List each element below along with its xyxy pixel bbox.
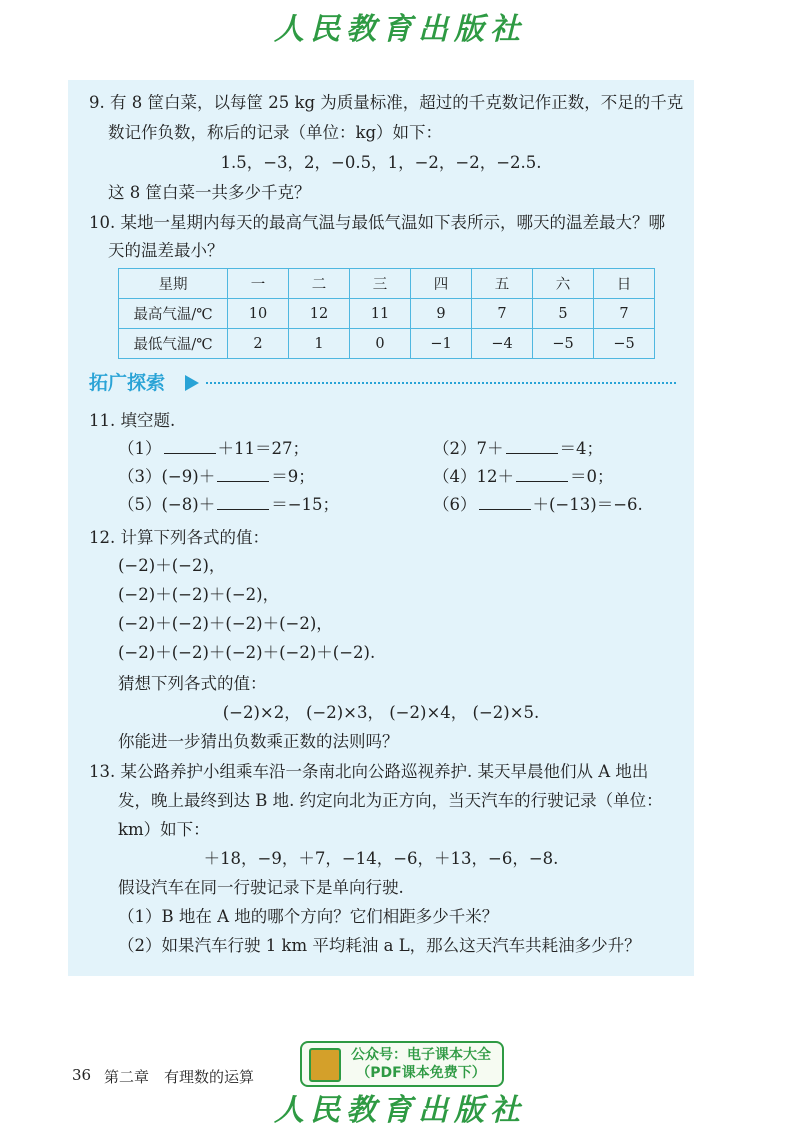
table-cell: 一 (228, 269, 289, 299)
table-row (119, 299, 655, 329)
q13-line1: 13. 某公路养护小组乘车沿一条南北向公路巡视养护. 某天早晨他们从 A 地出 (89, 762, 649, 781)
q11-item-4-post: ＝0； (570, 467, 614, 486)
q9-line2: 数记作负数，称后的记录（单位：kg）如下： (108, 123, 443, 142)
q10-line2: 天的温差最小？ (108, 241, 224, 260)
table-cell: −4 (472, 329, 533, 359)
q11-item-5 (118, 494, 339, 516)
q11-item-1-post: ＋11＝27； (217, 439, 309, 458)
q11-item-6-pre: （6） (433, 495, 477, 514)
q13-sub2: （2）如果汽车行驶 1 km 平均耗油 a L，那么这天汽车共耗油多少升？ (118, 936, 641, 955)
publisher-logo-bottom: 人民教育出版社 (274, 1093, 526, 1128)
q12-line-4: (−2)＋(−2)＋(−2)＋(−2)＋(−2). (118, 643, 376, 662)
q13-line3: km）如下： (118, 820, 210, 839)
q11-title: 11. 填空题. (89, 411, 176, 430)
q11-item-5-pre: （5）(−8)＋ (118, 495, 216, 514)
table-cell: −5 (533, 329, 594, 359)
q13-line2: 发，晚上最终到达 B 地. 约定向北为正方向，当天汽车的行驶记录（单位： (118, 791, 663, 810)
temperature-table (118, 268, 655, 359)
q13-data: ＋18，−9，＋7，−14，−6，＋13，−6，−8. (203, 849, 559, 868)
q10-line1: 10. 某地一星期内每天的最高气温与最低气温如下表所示，哪天的温差最大？哪 (89, 213, 665, 232)
table-cell: 1 (289, 329, 350, 359)
q12-title: 12. 计算下列各式的值： (89, 528, 269, 547)
q12-ask: 你能进一步猜出负数乘正数的法则吗？ (118, 732, 399, 751)
q11-item-2-pre: （2）7＋ (433, 439, 504, 458)
section-arrow-icon (185, 375, 199, 391)
q9-data: 1.5，−3，2，−0.5，1，−2，−2，−2.5. (220, 153, 542, 172)
section-title: 拓广探索 (89, 372, 166, 394)
q11-item-2 (433, 438, 603, 460)
stamp-line1: 公众号：电子课本大全 (351, 1047, 491, 1063)
q13-sub1: （1）B 地在 A 地的哪个方向？它们相距多少千米？ (118, 907, 499, 926)
table-cell: 日 (594, 269, 655, 299)
answer-blank (506, 439, 558, 454)
page-number: 36 (72, 1066, 92, 1084)
table-cell: 2 (228, 329, 289, 359)
q11-item-4 (433, 466, 614, 488)
q11-item-5-post: ＝−15； (271, 495, 340, 514)
table-cell: 10 (228, 299, 289, 329)
table-cell: 最低气温/℃ (119, 329, 228, 359)
q11-item-3 (118, 466, 315, 488)
answer-blank (217, 467, 269, 482)
q9-line1: 9. 有 8 筐白菜，以每筐 25 kg 为质量标准，超过的千克数记作正数，不足的千克 (89, 93, 684, 112)
q12-line-2: (−2)＋(−2)＋(−2)， (118, 585, 280, 604)
table-cell: 最高气温/℃ (119, 299, 228, 329)
answer-blank (164, 439, 216, 454)
table-cell: 三 (350, 269, 411, 299)
table-cell: 5 (533, 299, 594, 329)
section-heading (89, 371, 165, 395)
q11-item-4-pre: （4）12＋ (433, 467, 514, 486)
q12-line-1: (−2)＋(−2)， (118, 556, 226, 575)
q12-line-3: (−2)＋(−2)＋(−2)＋(−2)， (118, 614, 333, 633)
answer-blank (217, 495, 269, 510)
q11-item-2-post: ＝4； (559, 439, 603, 458)
table-cell: −1 (411, 329, 472, 359)
q11-item-1 (118, 438, 309, 460)
chapter-title: 第二章 有理数的运算 (104, 1068, 255, 1086)
answer-blank (516, 467, 568, 482)
table-cell: 星期 (119, 269, 228, 299)
answer-blank (479, 495, 531, 510)
q11-item-1-pre: （1） (118, 439, 162, 458)
table-cell: 四 (411, 269, 472, 299)
table-cell: 11 (350, 299, 411, 329)
table-header-row (119, 269, 655, 299)
table-cell: 六 (533, 269, 594, 299)
q12-products: (−2)×2， (−2)×3， (−2)×4， (−2)×5. (222, 703, 540, 722)
publisher-logo-top: 人民教育出版社 (274, 12, 526, 47)
table-cell: 9 (411, 299, 472, 329)
table-row (119, 329, 655, 359)
table-cell: 二 (289, 269, 350, 299)
q11-item-3-pre: （3）(−9)＋ (118, 467, 216, 486)
wechat-stamp (300, 1041, 504, 1087)
table-cell: 12 (289, 299, 350, 329)
q9-question: 这 8 筐白菜一共多少千克？ (108, 183, 311, 202)
table-cell: 7 (472, 299, 533, 329)
table-cell: 7 (594, 299, 655, 329)
q11-item-3-post: ＝9； (271, 467, 315, 486)
section-dotted-rule (206, 382, 676, 384)
table-cell: 0 (350, 329, 411, 359)
book-icon (309, 1048, 341, 1082)
q11-item-6 (433, 494, 643, 516)
q12-guess: 猜想下列各式的值： (118, 674, 267, 693)
table-cell: −5 (594, 329, 655, 359)
stamp-line2: （PDF课本免费下） (356, 1065, 486, 1081)
q13-assume: 假设汽车在同一行驶记录下是单向行驶. (118, 878, 404, 897)
q11-item-6-post: ＋(−13)＝−6. (532, 495, 643, 514)
table-cell: 五 (472, 269, 533, 299)
